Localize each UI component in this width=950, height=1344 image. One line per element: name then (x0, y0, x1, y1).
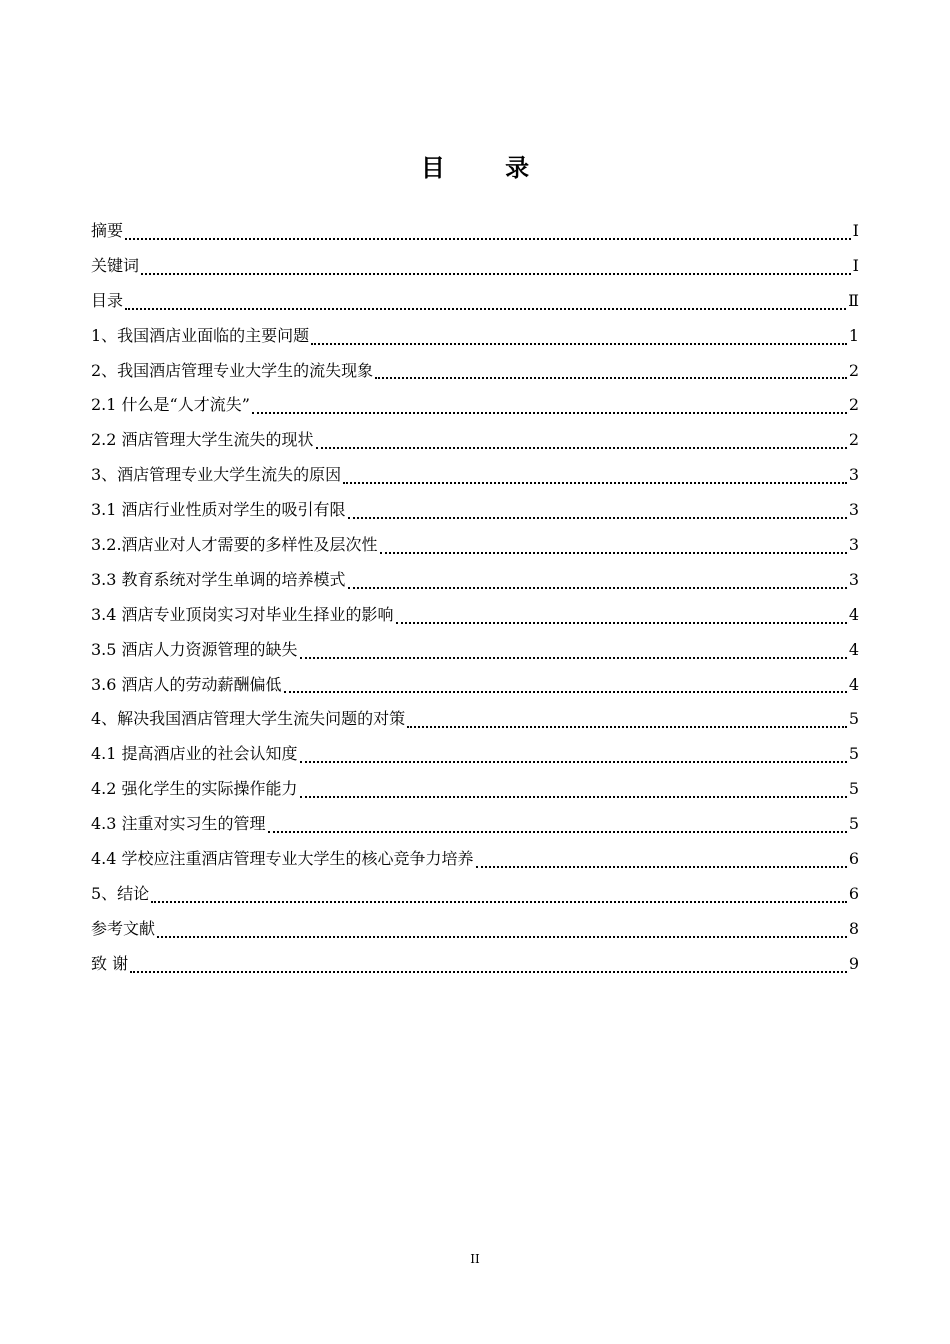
toc-entry-page: 4 (848, 604, 859, 624)
toc-leader-dots (157, 916, 847, 938)
toc-entry-label: 3.1 酒店行业性质对学生的吸引有限 (91, 500, 346, 520)
toc-entry[interactable] (91, 598, 859, 633)
toc-entry-label: 3.2.酒店业对人才需要的多样性及层次性 (91, 535, 378, 554)
toc-entry[interactable] (91, 563, 859, 598)
toc-entry-page: 2 (848, 430, 859, 450)
toc-entry[interactable] (91, 668, 859, 703)
toc-entry[interactable] (91, 807, 859, 842)
toc-entry-page: 1 (848, 325, 859, 345)
toc-leader-dots (130, 951, 847, 973)
toc-leader-dots (151, 881, 847, 903)
toc-entry-label: 1、我国酒店业面临的主要问题 (91, 325, 310, 345)
toc-entry-page: 4 (848, 674, 859, 694)
toc-entry-page: 4 (848, 639, 859, 659)
toc-entry-label: 5、结论 (91, 883, 150, 903)
toc-leader-dots (268, 811, 847, 833)
toc-leader-dots (380, 532, 847, 554)
toc-entry-page: 3 (848, 535, 859, 554)
toc-entry-page: 3 (848, 500, 859, 520)
toc-leader-dots (125, 218, 851, 240)
toc-leader-dots (284, 671, 847, 693)
toc-leader-dots (375, 357, 847, 379)
toc-entry-label: 4.3 注重对实习生的管理 (91, 814, 266, 834)
toc-entry-label: 3.3 教育系统对学生单调的培养模式 (91, 569, 346, 589)
toc-leader-dots (300, 637, 847, 659)
toc-leader-dots (396, 602, 847, 624)
toc-leader-dots (300, 776, 847, 798)
toc-entry-page: 5 (848, 744, 859, 764)
toc-entry-page: Ⅱ (848, 290, 859, 310)
page-title: 目 录 (420, 154, 556, 182)
toc-entry-page: Ⅰ (852, 220, 859, 240)
toc-entry-page: 2 (848, 395, 859, 415)
toc-entry-label: 4.2 强化学生的实际操作能力 (91, 779, 298, 799)
toc-entry-label: 2.2 酒店管理大学生流失的现状 (91, 430, 314, 450)
toc-leader-dots (252, 392, 847, 414)
toc-entry-label: 摘要 (91, 220, 124, 240)
toc-leader-dots (141, 253, 851, 275)
toc-entry-page: 9 (848, 953, 859, 973)
toc-leader-dots (407, 706, 847, 728)
toc-entry-label: 致 谢 (91, 953, 129, 973)
toc-entry-label: 关键词 (91, 255, 140, 275)
toc-entry[interactable] (91, 737, 859, 772)
toc-entry[interactable] (91, 842, 859, 877)
toc-leader-dots (316, 427, 847, 449)
toc-entry[interactable] (91, 702, 859, 737)
toc-entry-label: 3.4 酒店专业顶岗实习对毕业生择业的影响 (91, 604, 394, 624)
toc-entry[interactable] (91, 633, 859, 668)
toc-entry-page: 3 (848, 569, 859, 589)
table-of-contents (91, 214, 859, 982)
toc-entry-label: 目录 (91, 290, 124, 310)
toc-entry-page: 8 (848, 918, 859, 938)
toc-entry-page: 6 (848, 883, 859, 903)
toc-entry-label: 3.6 酒店人的劳动薪酬偏低 (91, 674, 282, 694)
toc-leader-dots (348, 567, 847, 589)
toc-entry[interactable] (91, 249, 859, 284)
toc-entry-label: 4.1 提高酒店业的社会认知度 (91, 744, 298, 764)
toc-entry[interactable] (91, 354, 859, 389)
toc-entry-label: 4、解决我国酒店管理大学生流失问题的对策 (91, 709, 406, 729)
toc-entry[interactable] (91, 912, 859, 947)
toc-entry-page: 5 (848, 779, 859, 799)
toc-entry-page: 5 (848, 709, 859, 729)
toc-entry[interactable] (91, 458, 859, 493)
toc-entry-page: Ⅰ (852, 255, 859, 275)
toc-entry-label: 3.5 酒店人力资源管理的缺失 (91, 639, 298, 659)
toc-entry[interactable] (91, 284, 859, 319)
toc-entry-page: 6 (848, 849, 859, 869)
toc-entry-label: 参考文献 (91, 918, 156, 938)
toc-leader-dots (300, 741, 847, 763)
toc-entry[interactable] (91, 772, 859, 807)
toc-entry[interactable] (91, 319, 859, 354)
toc-entry-page: 2 (848, 360, 859, 380)
toc-entry-label: 2、我国酒店管理专业大学生的流失现象 (91, 360, 374, 380)
toc-entry[interactable] (91, 423, 859, 458)
toc-entry[interactable] (91, 528, 859, 563)
page-number-footer: II (470, 1252, 480, 1266)
toc-leader-dots (125, 288, 846, 310)
toc-entry[interactable] (91, 388, 859, 423)
toc-leader-dots (343, 462, 847, 484)
toc-entry-label: 3、酒店管理专业大学生流失的原因 (91, 465, 342, 485)
toc-entry-label: 2.1 什么是“人才流失” (91, 395, 250, 415)
toc-entry[interactable] (91, 947, 859, 982)
toc-leader-dots (311, 323, 847, 345)
toc-leader-dots (348, 497, 847, 519)
toc-entry[interactable] (91, 877, 859, 912)
toc-leader-dots (476, 846, 847, 868)
toc-entry[interactable] (91, 214, 859, 249)
toc-entry[interactable] (91, 493, 859, 528)
toc-entry-label: 4.4 学校应注重酒店管理专业大学生的核心竞争力培养 (91, 849, 474, 869)
toc-entry-page: 5 (848, 814, 859, 834)
toc-entry-page: 3 (848, 465, 859, 485)
